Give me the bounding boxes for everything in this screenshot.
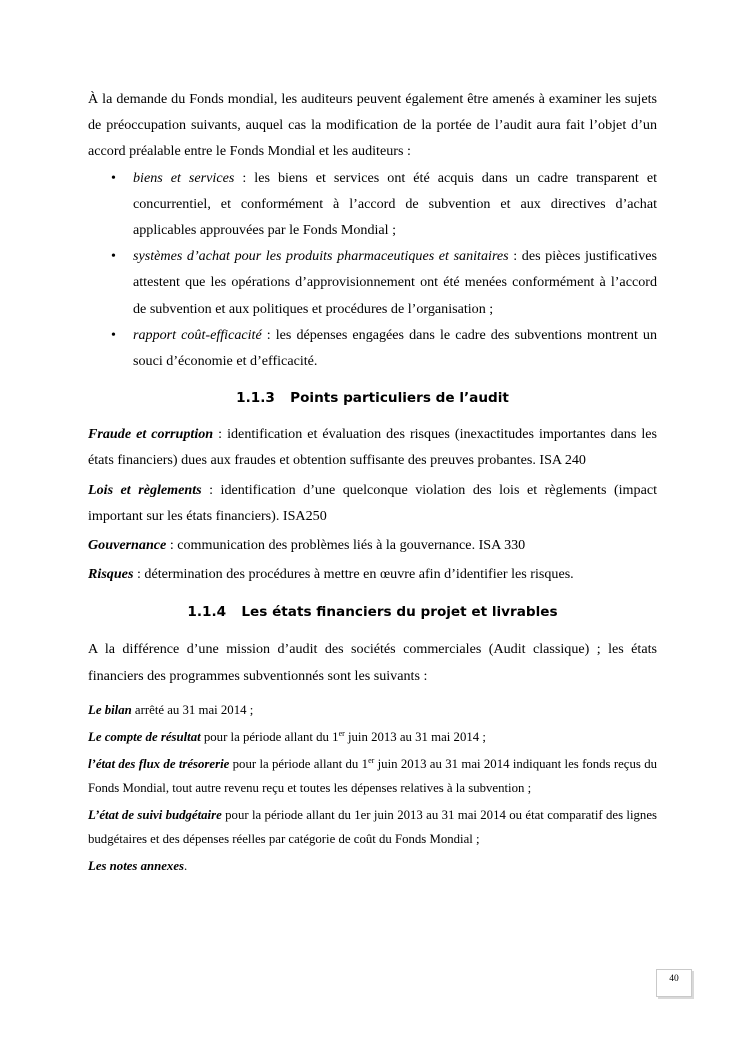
list-item-term: systèmes d’achat pour les produits pharmaceutiques et sanitaires — [133, 248, 509, 265]
statement-text: arrêté au 31 mai 2014 ; — [131, 702, 254, 717]
statement-term: Le compte de résultat — [88, 729, 201, 744]
statement-term: L’état de suivi budgétaire — [88, 807, 222, 822]
list-item-text: : des pièces justificatives attestent que les opérations d’approvisionnement ont été menées conformément à l’accord de subvention et aux politiques et procédures de l’organisation ; — [133, 248, 657, 317]
list-item — [88, 165, 657, 244]
statement-bilan — [88, 698, 657, 722]
bullet-icon: • — [111, 169, 116, 186]
section-number: 1.1.3 — [236, 390, 275, 407]
bullet-icon: • — [111, 248, 116, 265]
list-item-term: rapport coût-efficacité — [133, 326, 262, 343]
bullet-icon: • — [111, 326, 116, 343]
point-text: : communication des problèmes liés à la gouvernance. ISA 330 — [166, 537, 526, 554]
statement-text: juin 2013 au 31 mai 2014 indiquant les fonds reçus du Fonds Mondial, tout autre revenu reçu et toutes les dépenses relatives à la subvention ; — [88, 756, 657, 796]
point-text: : identification et évaluation des risques (inexactitudes importantes dans les états financiers) dues aux fraudes et obtention suffisante des preuves probantes. ISA 240 — [88, 426, 657, 469]
statements-intro: A la différence d’une mission d’audit des sociétés commerciales (Audit classique) ; les états financiers des programmes subventionnés sont les suivants : — [88, 641, 657, 684]
section-number: 1.1.4 — [187, 604, 227, 621]
concerns-list — [88, 165, 657, 375]
page-number: 40 — [656, 969, 692, 997]
section-title: Les états financiers du projet et livrables — [241, 604, 558, 621]
list-item-term: biens et services — [133, 169, 235, 186]
point-risks — [88, 561, 657, 587]
statement-term: l’état des flux de trésorerie — [88, 756, 230, 771]
section-title: Points particuliers de l’audit — [290, 390, 509, 407]
section-heading-1-1-3 — [88, 388, 657, 408]
statement-compte — [88, 725, 657, 749]
statement-term: Les notes annexes — [88, 859, 184, 874]
list-item-text: : les biens et services ont été acquis dans un cadre transparent et concurrentiel, et conformément à l’accord de subvention et aux directives d’achat applicables approuvées par le Fonds Mondial ; — [133, 169, 657, 239]
point-term: Lois et règlements — [88, 481, 202, 498]
intro-paragraph: À la demande du Fonds mondial, les auditeurs peuvent également être amenés à examiner les sujets de préoccupation suivants, auquel cas la modification de la portée de l’audit aura fait l’objet d’un accord préalable entre le Fonds Mondial et les auditeurs : — [88, 91, 657, 160]
statement-suivi — [88, 803, 657, 852]
statement-text: juin 2013 au 31 mai 2014 ; — [344, 729, 486, 744]
list-item — [88, 322, 657, 374]
statement-flux — [88, 752, 657, 801]
ordinal-suffix: er — [368, 755, 375, 765]
ordinal-suffix: er — [338, 728, 345, 738]
statement-text: pour la période allant du 1 — [229, 756, 369, 771]
statement-notes — [88, 854, 657, 878]
statement-text: pour la période allant du 1er juin 2013 au 31 mai 2014 ou état comparatif des lignes budgétaires et des dépenses réelles par catégorie de coût du Fonds Mondial ; — [88, 807, 657, 847]
list-item-text: : les dépenses engagées dans le cadre des subventions montrent un souci d’économie et d’efficacité. — [133, 326, 658, 370]
point-governance — [88, 532, 657, 558]
point-text: : détermination des procédures à mettre en œuvre afin d’identifier les risques. — [133, 566, 574, 583]
point-fraud — [88, 421, 657, 473]
statement-term: Le bilan — [88, 702, 132, 717]
list-item — [88, 243, 657, 322]
point-term: Risques — [88, 566, 134, 583]
point-term: Fraude et corruption — [88, 426, 214, 443]
statement-text: pour la période allant du 1 — [200, 729, 339, 744]
point-text: : identification d’une quelconque violation des lois et règlements (impact important sur les états financiers). ISA250 — [88, 481, 657, 524]
point-laws — [88, 477, 657, 529]
point-term: Gouvernance — [88, 537, 167, 554]
statement-text: . — [183, 859, 188, 874]
document-page — [88, 86, 657, 881]
section-heading-1-1-4 — [88, 602, 657, 622]
